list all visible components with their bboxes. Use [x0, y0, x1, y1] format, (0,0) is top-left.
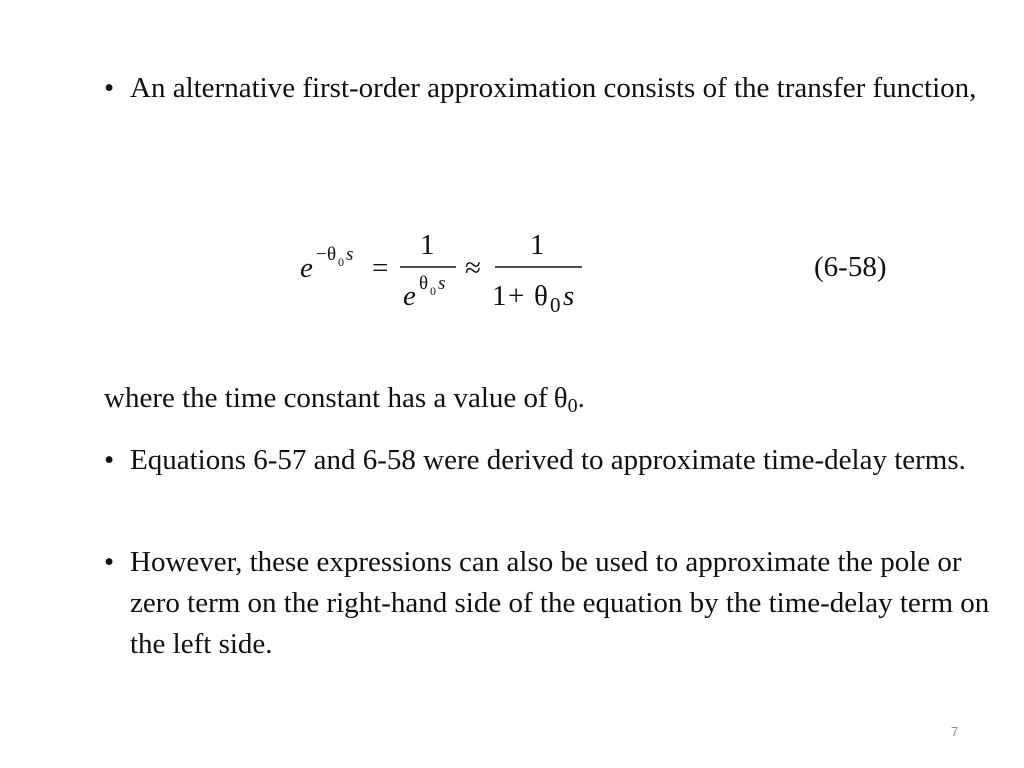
eq-lhs-base: e: [300, 252, 313, 284]
eq-lhs-sup-minus: −: [316, 244, 327, 265]
eq-frac1-den-base: e: [403, 280, 416, 312]
intro-bullet: [104, 68, 999, 109]
eq-frac2-den-sub: 0: [550, 293, 561, 317]
theta-zero-symbol: [554, 378, 578, 427]
where-period: .: [577, 382, 585, 414]
intro-text: An alternative first-order approximation consists of the transfer function,: [130, 72, 977, 104]
eq-frac2-den-theta: θ: [534, 280, 548, 312]
equation-6-58: [290, 220, 610, 330]
bullet-marker: •: [104, 444, 115, 476]
page-number: 7: [951, 724, 959, 739]
bullet-equations: [104, 440, 999, 481]
eq-frac2-numerator: 1: [530, 229, 545, 261]
eq-frac1-numerator: 1: [420, 229, 435, 261]
where-line: [104, 378, 1004, 427]
eq-frac2-den-one: 1: [492, 280, 507, 312]
eq-lhs-sup-theta: θ: [327, 244, 337, 265]
eq-frac1-den-sub: 0: [430, 284, 436, 298]
bullet-text: However, these expressions can also be used to approximate the pole or zero term on the right-hand side of the equation by the time-delay term on the left side.: [130, 546, 990, 660]
theta-symbol: θ: [553, 382, 568, 414]
eq-frac2-den-plus: +: [508, 280, 525, 312]
bullet-text: Equations 6-57 and 6-58 were derived to approximate time-delay terms.: [130, 444, 966, 476]
equation-number: (6-58): [814, 251, 887, 283]
eq-lhs-sup-sub: 0: [338, 255, 344, 269]
eq-frac1-den-theta: θ: [419, 273, 429, 294]
eq-frac1-den-var: s: [438, 273, 446, 294]
eq-equals: =: [372, 252, 389, 284]
bullet-marker: •: [104, 72, 115, 104]
bullet-marker: •: [104, 546, 115, 578]
eq-approx: ≈: [465, 252, 481, 284]
eq-lhs-sup-var: s: [346, 244, 354, 265]
eq-frac2-den-var: s: [563, 280, 575, 312]
bullet-however: [104, 542, 999, 665]
where-text: where the time constant has a value of: [104, 382, 548, 414]
theta-subscript: 0: [567, 395, 578, 417]
